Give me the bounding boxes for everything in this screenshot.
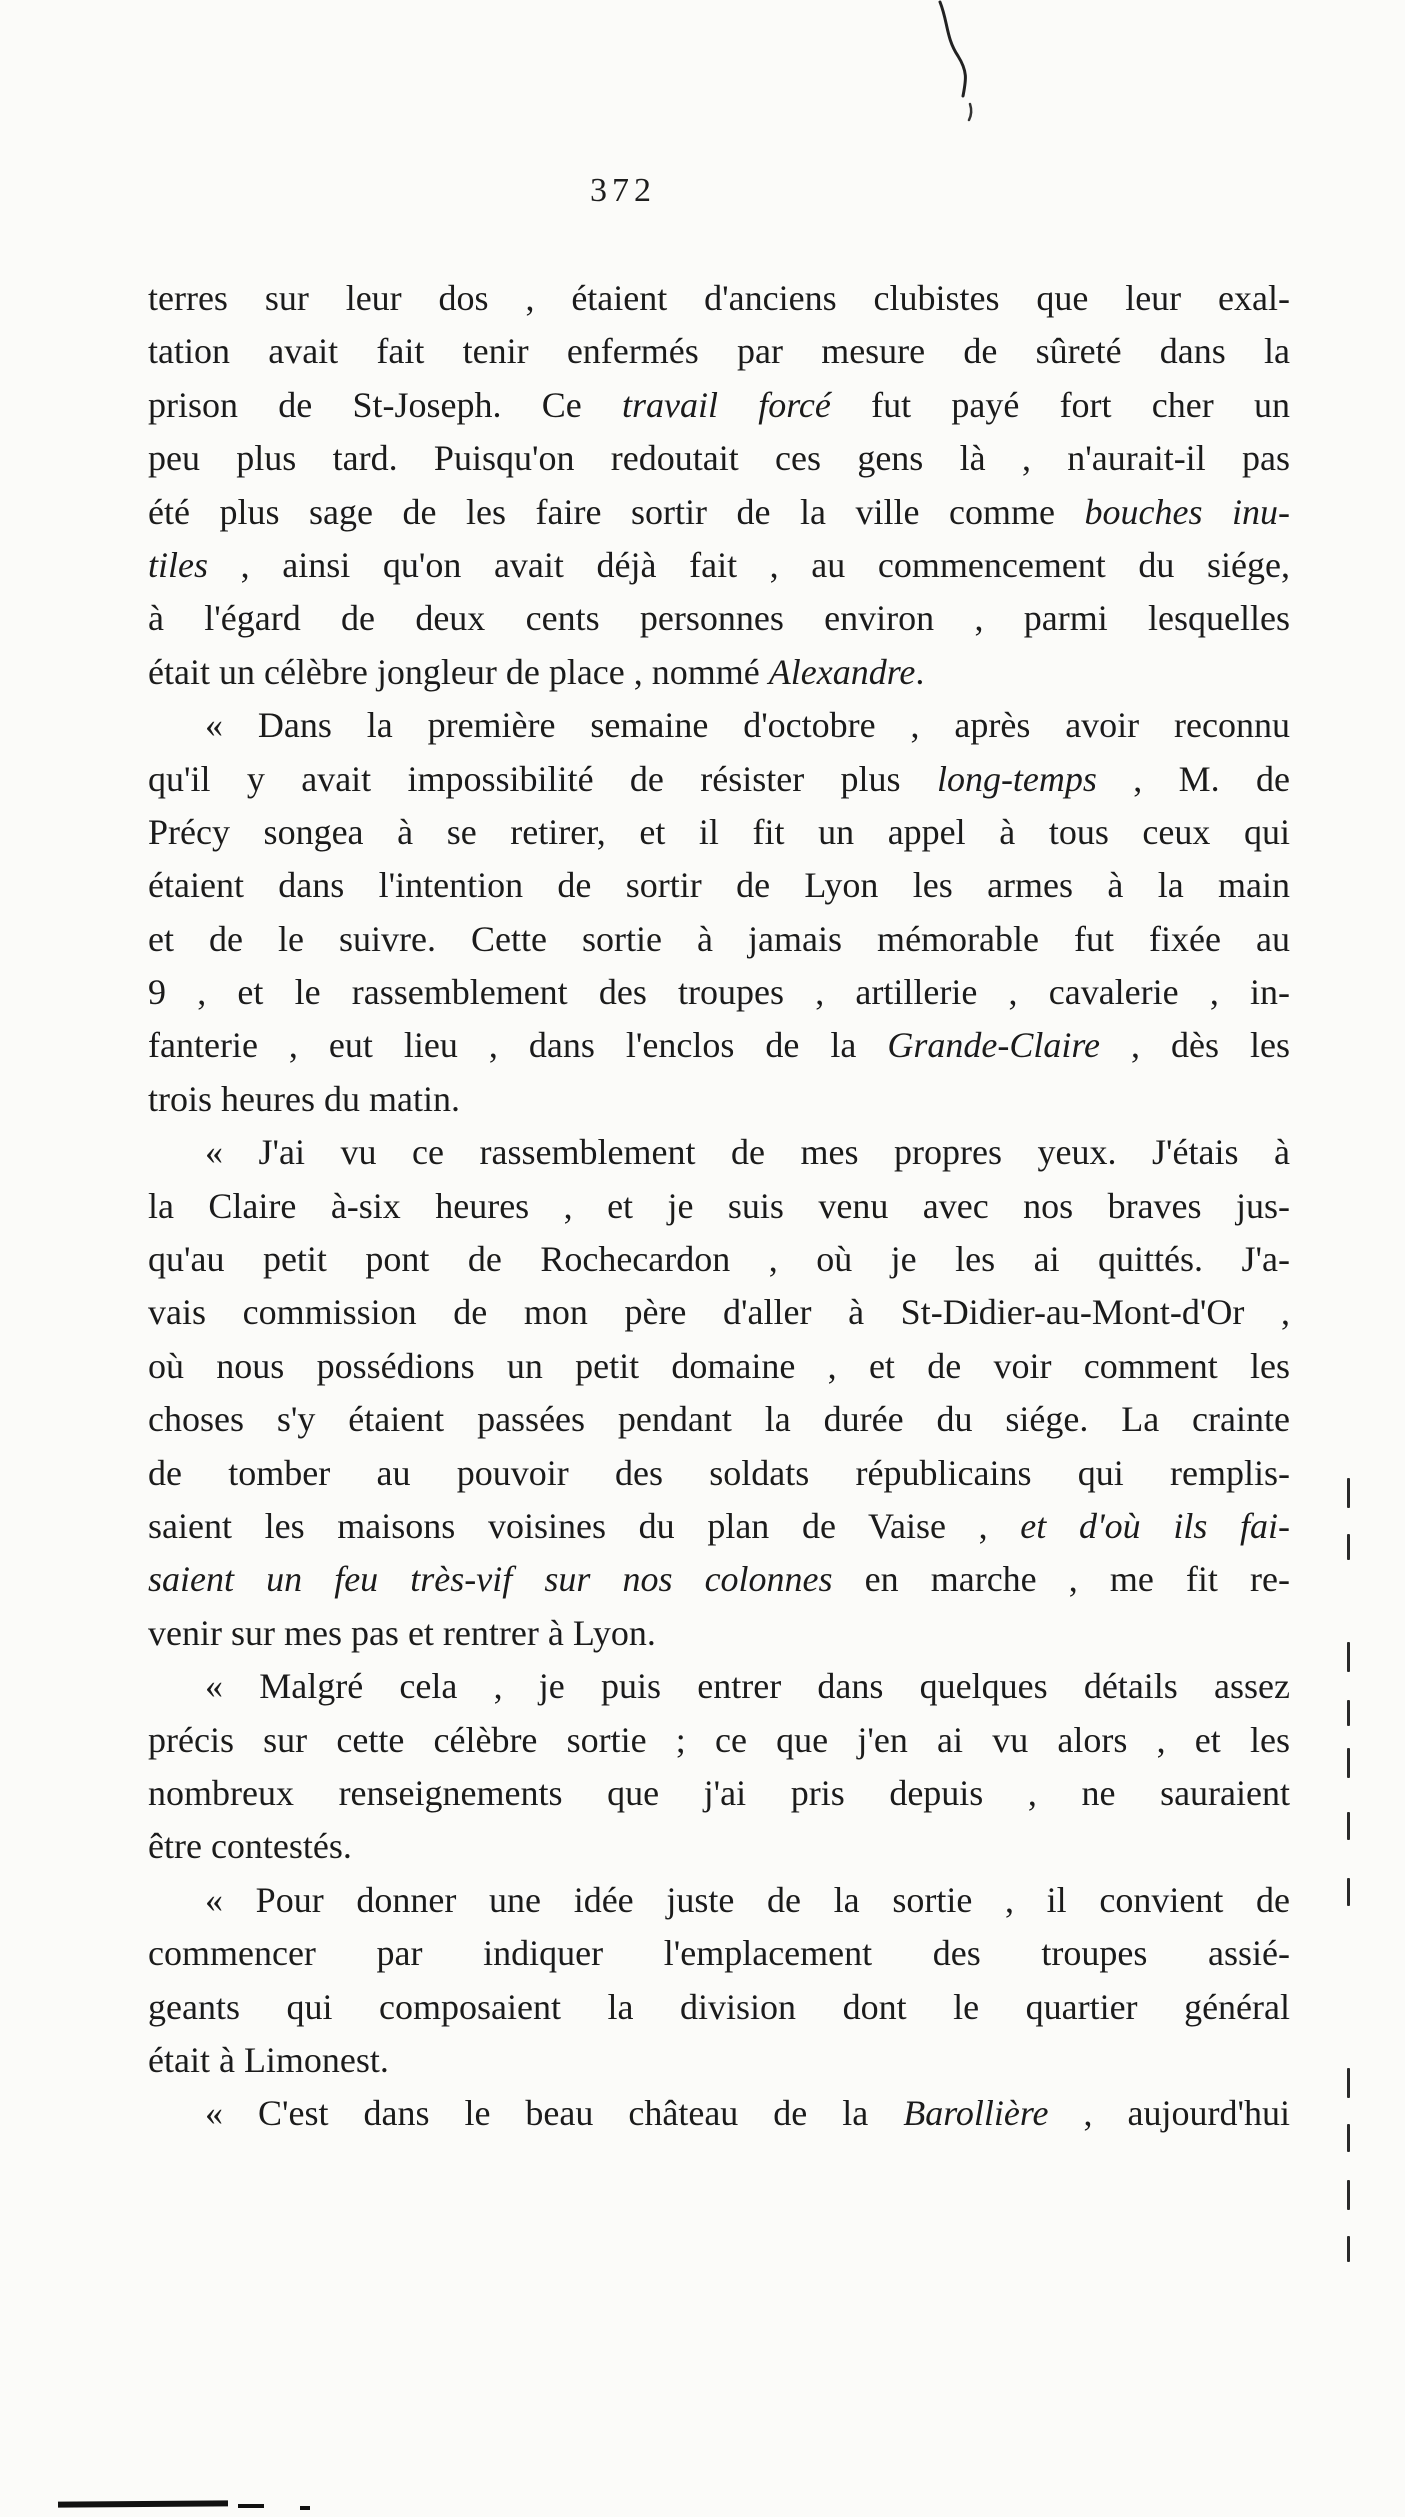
text-segment: était à Limonest. [148, 2039, 389, 2080]
text-line [148, 1553, 1290, 1606]
text-segment: prison de St-Joseph. Ce [148, 384, 622, 425]
text-line [148, 1393, 1290, 1446]
text-line [148, 1500, 1290, 1553]
text-line [148, 539, 1290, 592]
bottom-edge-mark [300, 2506, 310, 2510]
text-line [148, 859, 1290, 912]
margin-tick-mark [1347, 2236, 1350, 2262]
text-segment: , M. de [1096, 758, 1290, 799]
margin-tick-mark [1347, 1478, 1350, 1508]
margin-tick-mark [1347, 2124, 1350, 2152]
text-line [148, 1767, 1290, 1820]
text-segment: étaient dans l'intention de sortir de Lyon les armes à la main [148, 865, 1290, 906]
text-segment: précis sur cette célèbre sortie ; ce que j'en ai vu alors , et les [148, 1719, 1290, 1760]
text-line [148, 325, 1290, 378]
text-segment: tation avait fait tenir enfermés par mesure de sûreté dans la [148, 331, 1290, 372]
text-line [148, 1286, 1290, 1339]
text-segment: terres sur leur dos , étaient d'anciens clubistes que leur exal- [148, 278, 1290, 318]
text-line [148, 1180, 1290, 1233]
italic-text-segment: tiles [148, 544, 208, 585]
margin-tick-mark [1347, 1812, 1350, 1840]
text-segment: choses s'y étaient passées pendant la durée du siége. La crainte [148, 1399, 1290, 1440]
text-segment: fanterie , eut lieu , dans l'enclos de la [148, 1025, 888, 1066]
text-segment: qu'il y avait impossibilité de résister plus [148, 758, 937, 799]
text-segment: « J'ai vu ce rassemblement de mes propres yeux. J'étais à [205, 1132, 1290, 1173]
text-line [148, 2034, 1290, 2087]
text-segment: venir sur mes pas et rentrer à Lyon. [148, 1612, 656, 1653]
text-segment: fut payé fort cher un [830, 384, 1290, 425]
text-line [148, 1820, 1290, 1873]
text-line [148, 1927, 1290, 1980]
text-segment: trois heures du matin. [148, 1078, 460, 1119]
text-segment: commencer par indiquer l'emplacement des troupes assié- [148, 1933, 1290, 1974]
text-segment: qu'au petit pont de Rochecardon , où je les ai quittés. J'a- [148, 1239, 1290, 1280]
italic-text-segment: saient un feu très-vif sur nos colonnes [148, 1559, 833, 1600]
italic-text-segment: long-temps [936, 758, 1097, 799]
text-line [148, 1607, 1290, 1660]
text-segment: où nous possédions un petit domaine , et de voir comment les [148, 1345, 1290, 1386]
margin-tick-mark [1347, 2068, 1350, 2098]
text-segment: , aujourd'hui [1048, 2093, 1290, 2134]
text-line [148, 1447, 1290, 1500]
text-segment: « C'est dans le beau château de la [205, 2093, 904, 2134]
text-line [148, 592, 1290, 645]
text-line [148, 913, 1290, 966]
text-line [148, 1073, 1290, 1126]
text-line [148, 1714, 1290, 1767]
margin-tick-mark [1347, 1700, 1350, 1726]
text-segment: en marche , me fit re- [832, 1559, 1290, 1600]
text-segment: « Dans la première semaine d'octobre , après avoir reconnu [205, 705, 1290, 746]
italic-text-segment: Alexandre [768, 651, 916, 692]
margin-tick-mark [1347, 2180, 1350, 2210]
text-line [148, 486, 1290, 539]
text-segment: été plus sage de les faire sortir de la ville comme [148, 491, 1085, 532]
text-segment: . [915, 651, 925, 692]
italic-text-segment: bouches inu- [1084, 491, 1290, 532]
italic-text-segment: travail forcé [621, 384, 831, 425]
text-line [148, 432, 1290, 485]
text-line [148, 1874, 1290, 1927]
text-line [148, 1340, 1290, 1393]
text-segment: geants qui composaient la division dont le quartier général [148, 1986, 1290, 2027]
text-segment: peu plus tard. Puisqu'on redoutait ces gens là , n'aurait-il pas [148, 438, 1290, 479]
text-line [148, 1126, 1290, 1179]
text-segment: était un célèbre jongleur de place , nommé [148, 651, 769, 692]
text-line [148, 2087, 1290, 2140]
text-line [148, 699, 1290, 752]
text-segment: la Claire à-six heures , et je suis venu avec nos braves jus- [148, 1185, 1290, 1226]
margin-tick-mark [1347, 1642, 1350, 1672]
text-block [148, 272, 1290, 2141]
text-line [148, 1233, 1290, 1286]
margin-tick-mark [1347, 1534, 1350, 1560]
text-line [148, 379, 1290, 432]
text-segment: être contestés. [148, 1826, 352, 1867]
bottom-edge-mark [238, 2504, 264, 2508]
margin-tick-mark [1347, 1748, 1350, 1778]
text-segment: « Pour donner une idée juste de la sortie , il convient de [205, 1879, 1290, 1920]
italic-text-segment: Barollière [903, 2093, 1049, 2134]
text-segment: de tomber au pouvoir des soldats républicains qui remplis- [148, 1452, 1290, 1493]
text-segment: 9 , et le rassemblement des troupes , artillerie , cavalerie , in- [148, 972, 1290, 1013]
text-segment: vais commission de mon père d'aller à St-Didier-au-Mont-d'Or , [148, 1292, 1290, 1333]
text-line [148, 272, 1290, 325]
margin-tick-mark [1347, 1878, 1350, 1906]
text-line [148, 966, 1290, 1019]
text-segment: , ainsi qu'on avait déjà fait , au commencement du siége, [208, 544, 1290, 585]
text-line [148, 753, 1290, 806]
text-segment: saient les maisons voisines du plan de Vaise , [148, 1505, 1021, 1546]
ink-stroke-mark [900, 0, 1030, 140]
text-line [148, 1660, 1290, 1713]
text-line [148, 646, 1290, 699]
text-segment: Précy songea à se retirer, et il fit un appel à tous ceux qui [148, 811, 1290, 852]
text-line [148, 806, 1290, 859]
text-segment: à l'égard de deux cents personnes environ , parmi lesquelles [148, 598, 1290, 639]
italic-text-segment: et d'où ils fai- [1020, 1505, 1290, 1546]
text-segment: nombreux renseignements que j'ai pris depuis , ne sauraient [148, 1772, 1290, 1813]
text-segment: « Malgré cela , je puis entrer dans quelques détails assez [205, 1666, 1290, 1707]
italic-text-segment: Grande-Claire [887, 1025, 1100, 1066]
text-segment: , dès les [1100, 1025, 1290, 1066]
text-segment: et de le suivre. Cette sortie à jamais mémorable fut fixée au [148, 918, 1290, 959]
bottom-edge-mark [58, 2500, 228, 2507]
text-line [148, 1019, 1290, 1072]
text-line [148, 1981, 1290, 2034]
page-number: 372 [590, 172, 656, 209]
